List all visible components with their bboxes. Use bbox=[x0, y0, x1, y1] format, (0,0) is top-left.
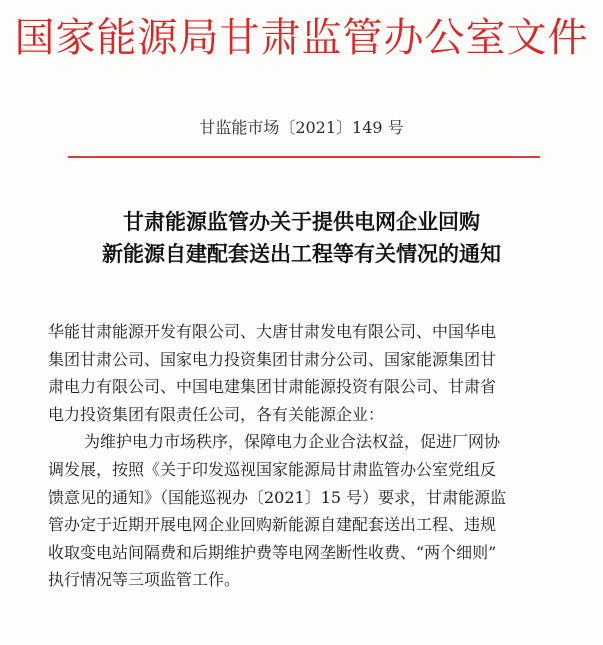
paragraph-line: 为维护电力市场秩序，保障电力企业合法权益，促进厂网协 bbox=[84, 432, 501, 452]
paragraph-line: 管办定于近期开展电网企业回购新能源自建配套送出工程、违规 bbox=[48, 515, 497, 535]
paragraph-line: 馈意见的通知》（国能巡视办〔2021〕15 号）要求，甘肃能源监 bbox=[48, 487, 507, 507]
addressee-line: 华能甘肃能源开发有限公司、大唐甘肃发电有限公司、中国华电 bbox=[48, 322, 497, 341]
red-divider-line bbox=[68, 156, 540, 158]
paragraph-line: 执行情况等三项监管工作。 bbox=[48, 570, 241, 590]
addressee-line: 集团甘肃公司、国家电力投资集团甘肃分公司、国家能源集团甘 bbox=[48, 349, 497, 369]
notice-title-line-2: 新能源自建配套送出工程等有关情况的通知 bbox=[102, 242, 501, 266]
document-number: 甘监能市场〔2021〕149 号 bbox=[199, 118, 404, 137]
addressee-line: 肃电力有限公司、中国电建集团甘肃能源投资有限公司、甘肃省 bbox=[48, 377, 497, 397]
notice-title-line-1: 甘肃能源监管办关于提供电网企业回购 bbox=[123, 210, 480, 234]
paragraph-line: 收取变电站间隔费和后期维护费等电网垄断性收费、“两个细则” bbox=[48, 542, 497, 562]
notice-body bbox=[48, 318, 568, 594]
paragraph-line: 调发展，按照《关于印发巡视国家能源局甘肃监管办公室党组反 bbox=[48, 459, 497, 479]
issuer-header-title: 国家能源局甘肃监管办公室文件 bbox=[14, 15, 589, 61]
notice-title bbox=[0, 206, 603, 270]
addressee-line: 电力投资集团有限责任公司，各有关能源企业： bbox=[48, 404, 385, 424]
